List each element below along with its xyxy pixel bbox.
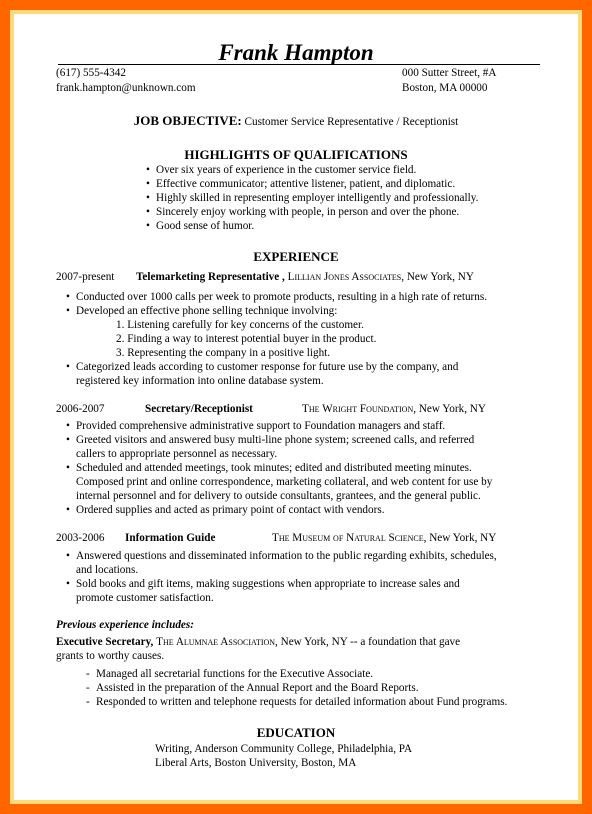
previous-duty: - Assisted in the preparation of the Annual Report and the Board Reports.: [96, 681, 419, 695]
job1-location: New York, NY: [406, 271, 474, 283]
job2-bullet: • Greeted visitors and answered busy multi-line phone system; screened calls, and referred: [76, 433, 474, 447]
education-entry: [155, 756, 356, 770]
job2-bullet-cont: Composed print and online correspondence, marketing collateral, and web content for use by: [76, 476, 493, 488]
job1-step: 3. Representing the company in a positive light.: [116, 347, 331, 359]
job1-title: Telemarketing Representative ,: [136, 271, 285, 283]
job2-location: New York, NY: [418, 403, 486, 415]
previous-employer: The Alumnae Association,: [156, 636, 278, 648]
job2-employer: The Wright Foundation,: [302, 403, 417, 415]
candidate-name: Frank Hampton: [218, 40, 374, 65]
job2-bullet: • Provided comprehensive administrative support to Foundation managers and staff.: [76, 419, 445, 433]
experience-heading: EXPERIENCE: [253, 249, 339, 264]
job3-bullet: • Sold books and gift items, making suggestions when appropriate to increase sales and: [76, 577, 460, 591]
previous-experience-label: Previous experience includes:: [56, 619, 194, 631]
highlight-item: • Sincerely enjoy working with people, in person and over the phone.: [156, 205, 459, 219]
job2-org: [302, 402, 486, 416]
job2-bullet-cont: internal personnel and for delivery to outside consultants, grantees, and the general public.: [76, 490, 481, 502]
job2-bullet-cont: callers to appropriate personnel as necessary.: [76, 448, 278, 460]
job3-bullet-cont: promote customer satisfaction.: [76, 592, 214, 604]
previous-job-title: Executive Secretary,: [56, 636, 154, 648]
education-heading: EDUCATION: [256, 725, 336, 740]
job-objective: [14, 114, 578, 129]
job2-bullet: • Scheduled and attended meetings, took minutes; edited and distributed meeting minutes.: [76, 461, 472, 475]
highlight-item: • Over six years of experience in the customer service field.: [156, 163, 416, 177]
previous-job-desc-cont: grants to worthy causes.: [56, 650, 165, 662]
job3-location: New York, NY: [429, 532, 497, 544]
job1-step: 1. Listening carefully for key concerns of the customer.: [116, 319, 364, 331]
highlights-heading: HIGHLIGHTS OF QUALIFICATIONS: [184, 147, 408, 162]
job2-bullet: • Ordered supplies and acted as primary point of contact with vendors.: [76, 503, 385, 517]
objective-label: JOB OBJECTIVE:: [133, 113, 242, 128]
job1-employer: Lillian Jones Associates,: [287, 271, 405, 283]
highlight-item: • Highly skilled in representing employer intelligently and professionally.: [156, 191, 478, 205]
job1-bullet: • Developed an effective phone selling technique involving:: [76, 304, 337, 318]
job1-dates: 2007-present: [56, 271, 115, 283]
education-line-2: Liberal Arts, Boston University, Boston,: [155, 757, 336, 769]
header-rule: [58, 64, 540, 65]
education-entry: [155, 742, 412, 756]
education-state-1: PA: [398, 743, 413, 755]
education-state-2: MA: [338, 757, 357, 769]
objective-text: Customer Service Representative / Receptionist: [244, 116, 459, 128]
job2-dates: 2006-2007: [56, 403, 105, 415]
previous-duty: - Managed all secretarial functions for the Executive Associate.: [96, 667, 373, 681]
job1-bullet: • Categorized leads according to customer response for future use by the company, and: [76, 360, 458, 374]
email: frank.hampton@unknown.com: [56, 82, 196, 94]
job3-bullet: • Answered questions and disseminated information to the public regarding exhibits, schedules,: [76, 549, 497, 563]
previous-job-desc: New York, NY -- a foundation that gave: [280, 636, 461, 648]
previous-job-header: [56, 635, 460, 649]
job2-title: Secretary/Receptionist: [145, 403, 253, 415]
job3-bullet-cont: and locations.: [76, 564, 139, 576]
job3-employer: The Museum of Natural Science,: [272, 532, 427, 544]
job1-header: [136, 270, 474, 284]
city-state-zip: Boston, MA 00000: [402, 82, 488, 94]
highlight-item: • Good sense of humor.: [156, 219, 254, 233]
job3-title: Information Guide: [125, 532, 216, 544]
job1-bullet: • Conducted over 1000 calls per week to promote products, resulting in a high rate of returns.: [76, 290, 487, 304]
phone: (617) 555-4342: [56, 67, 126, 79]
job1-step: 2. Finding a way to interest potential buyer in the product.: [116, 333, 377, 345]
highlight-item: • Effective communicator; attentive listener, patient, and diplomatic.: [156, 177, 455, 191]
job1-bullet-cont: registered key information into online database system.: [76, 375, 324, 387]
previous-duty: - Responded to written and telephone requests for detailed information about Fund programs.: [96, 695, 507, 709]
resume-document: [14, 14, 578, 800]
education-line-1: Writing, Anderson Community College, Philadelphia,: [155, 743, 396, 755]
job3-org: [272, 531, 496, 545]
street-address: 000 Sutter Street, #A: [402, 67, 497, 79]
job3-dates: 2003-2006: [56, 532, 105, 544]
